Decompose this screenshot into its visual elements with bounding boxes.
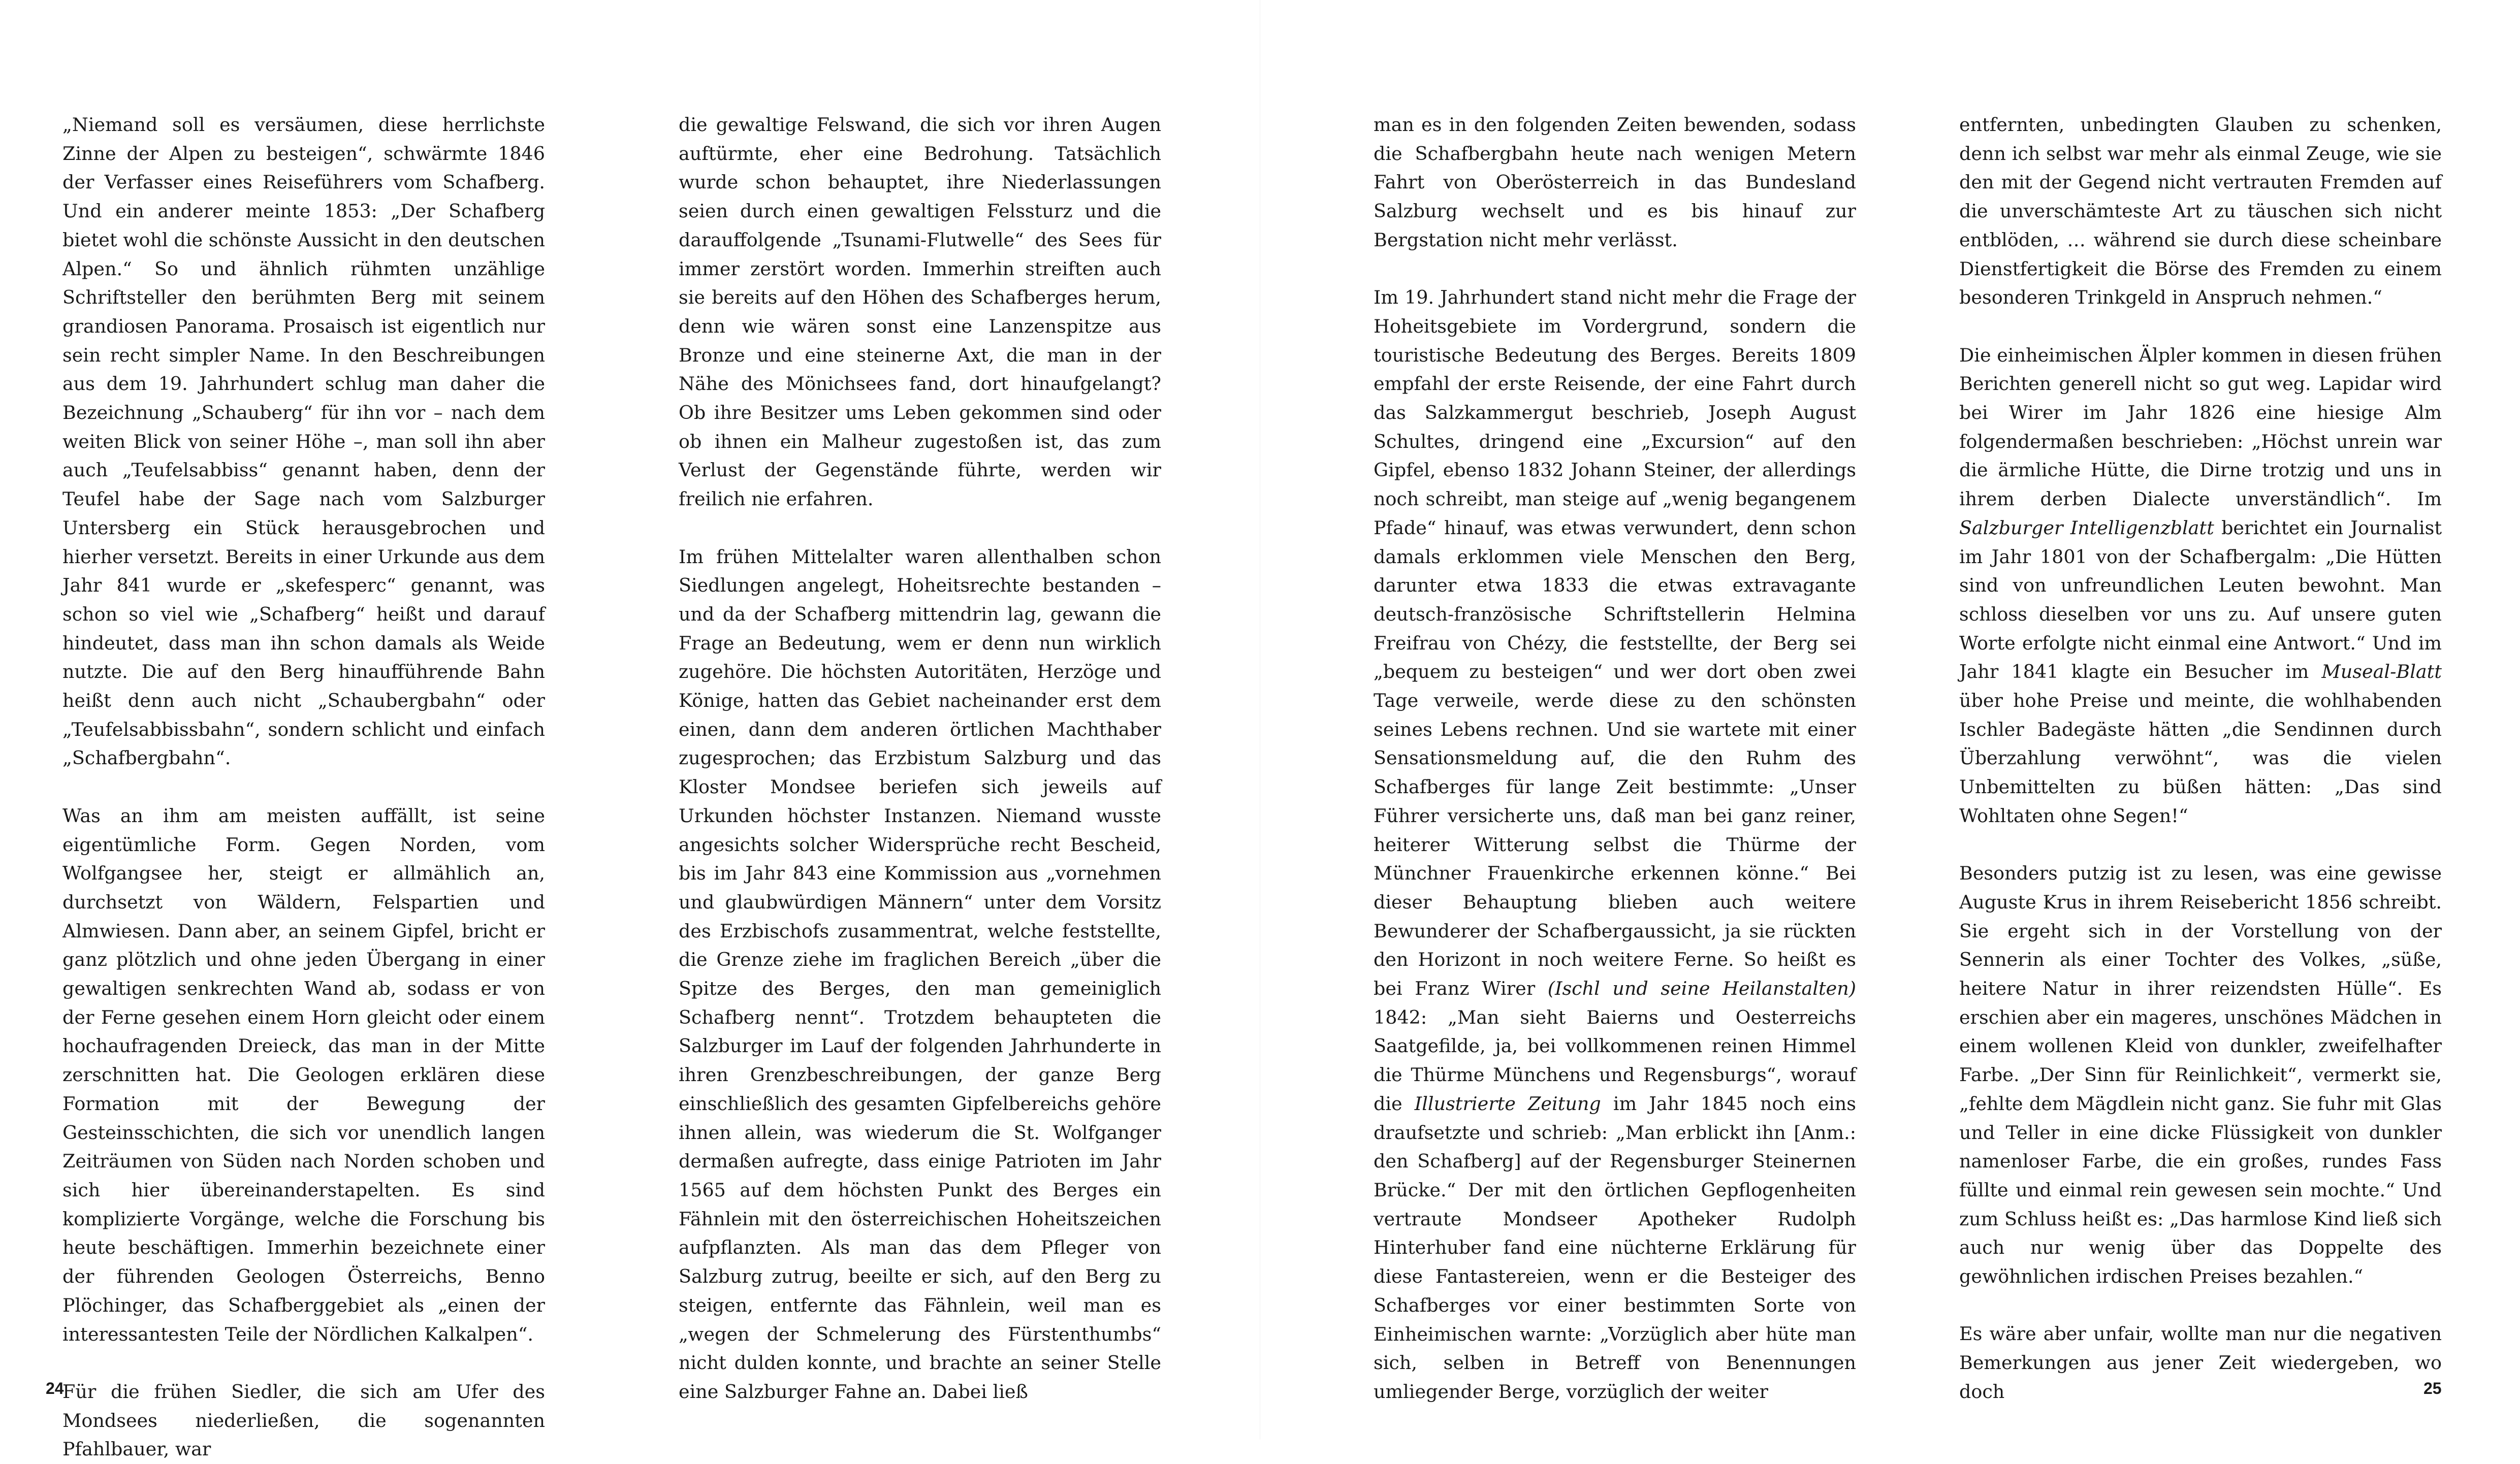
text-column-1	[62, 111, 545, 1464]
page-number-left: 24	[46, 1379, 64, 1397]
paragraph: Im frühen Mittelalter waren allenthalben schon Siedlungen angelegt, Hoheitsrechte bestanden – und da der Schafberg mittendrin lag, gewann die Frage an Bedeutung, wem er denn nun wirklich zugehöre. Die höchsten Autoritäten, Herzöge und Könige, hatten das Gebiet nacheinander erst dem einen, dann dem anderen örtlichen Machthaber zugesprochen; das Erzbistum Salzburg und das Kloster Mondsee beriefen sich jeweils auf Urkunden höchster Instanzen. Niemand wusste angesichts solcher Widersprüche recht Bescheid, bis im Jahr 843 eine Kommission aus „vornehmen und glaubwürdigen Männern“ unter dem Vorsitz des Erzbischofs zusammentrat, welche feststellte, die Grenze ziehe im fraglichen Bereich „über die Spitze des Berges, den man gemeiniglich Schafberg nennt“. Trotzdem behaupteten die Salzburger im Lauf der folgenden Jahrhunderte in ihren Grenzbeschreibungen, der ganze Berg einschließlich des gesamten Gipfelbereichs gehöre ihnen allein, was wiederum die St. Wolfganger dermaßen aufregte, dass einige Patrioten im Jahr 1565 auf dem höchsten Punkt des Berges ein Fähnlein mit den österreichischen Hoheitszeichen aufpflanzten. Als man das dem Pfleger von Salzburg zutrug, beeilte er sich, auf den Berg zu steigen, entfernte das Fähnlein, weil man es „wegen der Schmelerung des Fürstenthumbs“ nicht dulden konnte, und brachte an seiner Stelle eine Salzburger Fahne an. Dabei ließ	[679, 545, 1161, 1403]
paragraph: Es wäre aber unfair, wollte man nur die negativen Bemerkungen aus jener Zeit wiedergeben, wo doch	[1959, 1323, 2442, 1403]
text-column-4	[1959, 111, 2442, 1407]
paragraph: Was an ihm am meisten auffällt, ist seine eigentümliche Form. Gegen Norden, vom Wolfgangsee her, steigt er allmählich an, durchsetzt von Wäldern, Felspartien und Almwiesen. Dann aber, an seinem Gipfel, bricht er ganz plötzlich und ohne jeden Übergang in einer gewaltigen senkrechten Wand ab, sodass er von der Ferne gesehen einem Horn gleicht oder einem hochaufragenden Dreieck, das man in der Mitte zerschnitten hat. Die Geologen erklären diese Formation mit der Bewegung der Gesteinsschichten, die sich vor unendlich langen Zeiträumen von Süden nach Norden schoben und sich hier übereinanderstapelten. Es sind komplizierte Vorgänge, welche die Forschung bis heute beschäftigen. Immerhin bezeichnete einer der führenden Geologen Österreichs, Benno Plöchinger, das Schafberggebiet als „einen der interessantesten Teile der Nördlichen Kalkalpen“.	[62, 804, 545, 1345]
right-page	[1260, 0, 2520, 1440]
paragraph: entfernten, unbedingten Glauben zu schenken, denn ich selbst war mehr als einmal Zeuge, wie sie den mit der Gegend nicht vertrauten Fremden auf die unverschämteste Art zu täuschen sich nicht entblöden, … während sie durch diese scheinbare Dienstfertigkeit die Börse des Fremden zu einem besonderen Trinkgeld in Anspruch nehmen.“	[1959, 114, 2442, 309]
paragraph: Im 19. Jahrhundert stand nicht mehr die Frage der Hoheitsgebiete im Vordergrund, sondern die touristische Bedeutung des Berges. Bereits 1809 empfahl der erste Reisende, der eine Fahrt durch das Salzkammergut beschrieb, Joseph August Schultes, dringend eine „Excursion“ auf den Gipfel, ebenso 1832 Johann Steiner, der allerdings noch schreibt, man steige auf „wenig begangenem Pfade“ hinauf, was etwas verwundert, denn schon damals erklommen viele Menschen den Berg, darunter etwa 1833 die etwas extravagante deutsch-französische Schriftstellerin Helmina Freifrau von Chézy, die feststellte, der Berg sei „bequem zu besteigen“ und wer dort oben zwei Tage verweile, werde diese zu den schönsten seines Lebens rechnen. Und sie wartete mit einer Sensationsmeldung auf, die den Ruhm des Schafberges für lange Zeit bestimmte: „Unser Führer versicherte uns, daß man bei ganz reiner, heiterer Witterung selbst die Thürme der Münchner Frauenkirche erkennen könne.“ Bei dieser Behauptung blieben auch weitere Bewunderer der Schafbergaussicht, ja sie rückten den Horizont in noch weitere Ferne. So heißt es bei Franz Wirer (Ischl und seine Heilanstalten) 1842: „Man sieht Baierns und Oesterreichs Saatgefilde, ja, bei vollkommenen reinen Himmel die Thürme Münchens und Regensburgs“, worauf die Illustrierte Zeitung im Jahr 1845 noch eins draufsetzte und schrieb: „Man erblickt ihn [Anm.: den Schafberg] auf der Regensburger Steinernen Brücke.“ Der mit den örtlichen Gepflogenheiten vertraute Mondseer Apotheker Rudolph Hinterhuber fand eine nüchterne Erklärung für diese Fantastereien, wenn er die Besteiger des Schafberges vor einer bestimmten Sorte von Einheimischen warnte: „Vorzüglich aber hüte man sich, selben in Betreff von Benennungen umliegender Berge, vorzüglich der weiter	[1374, 286, 1856, 1403]
paragraph: „Niemand soll es versäumen, diese herrlichste Zinne der Alpen zu besteigen“, schwärmte 1846 der Verfasser eines Reiseführers vom Schafberg. Und ein anderer meinte 1853: „Der Schafberg bietet wohl die schönste Aussicht in den deutschen Alpen.“ So und ähnlich rühmten unzählige Schriftsteller den berühmten Berg mit seinem grandiosen Panorama. Prosaisch ist eigentlich nur sein recht simpler Name. In den Beschreibungen aus dem 19. Jahrhundert schlug man daher die Bezeichnung „Schauberg“ für ihn vor – nach dem weiten Blick von seiner Höhe –, man soll ihn aber auch „Teufelsabbiss“ genannt haben, denn der Teufel habe der Sage nach vom Salzburger Untersberg ein Stück herausgebrochen und hierher versetzt. Bereits in einer Urkunde aus dem Jahr 841 wurde er „skefesperc“ genannt, was schon so viel wie „Schafberg“ heißt und darauf hindeutet, dass man ihn schon damals als Weide nutzte. Die auf den Berg hinaufführende Bahn heißt denn auch nicht „Schaubergbahn“ oder „Teufelsabbissbahn“, sondern schlicht und einfach „Schafbergbahn“.	[62, 114, 545, 769]
paragraph: Die einheimischen Älpler kommen in diesen frühen Berichten generell nicht so gut weg. Lapidar wird bei Wirer im Jahr 1826 eine hiesige Alm folgendermaßen beschrieben: „Höchst unrein war die ärmliche Hütte, die Dirne trotzig und uns in ihrem derben Dialecte unverständlich“. Im Salzburger Intelligenzblatt berichtet ein Journalist im Jahr 1801 von der Schafbergalm: „Die Hütten sind von unfreundlichen Leuten bewohnt. Man schloss dieselben vor uns zu. Auf unsere guten Worte erfolgte nicht einmal eine Antwort.“ Und im Jahr 1841 klagte ein Besucher im Museal-Blatt über hohe Preise und meinte, die wohlhabenden Ischler Badegäste hätten „die Sendinnen durch Überzahlung verwöhnt“, was die vielen Unbemittelten zu büßen hätten: „Das sind Wohltaten ohne Segen!“	[1959, 344, 2442, 827]
text-column-3	[1374, 111, 1856, 1407]
paragraph: Besonders putzig ist zu lesen, was eine gewisse Auguste Krus in ihrem Reisebericht 1856 schreibt. Sie ergeht sich in der Vorstellung von der Sennerin als einer Tochter des Volkes, „süße, heitere Natur in ihrer reizendsten Hülle“. Es erschien aber ein mageres, unschönes Mädchen in einem wollenen Kleid von dunkler, zweifelhafter Farbe. „Der Sinn für Reinlichkeit“, vermerkt sie, „fehlte dem Mägdlein nicht ganz. Sie fuhr mit Glas und Teller in eine dicke Flüssigkeit von dunkler namenloser Farbe, die ein großes, rundes Fass füllte und einmal rein gewesen sein mochte.“ Und zum Schluss heißt es: „Das harmlose Kind ließ sich auch nur wenig über das Doppelte des gewöhnlichen irdischen Preises bezahlen.“	[1959, 862, 2442, 1288]
left-page	[0, 0, 1260, 1460]
paragraph: die gewaltige Felswand, die sich vor ihren Augen auftürmte, eher eine Bedrohung. Tatsächlich wurde schon behauptet, ihre Niederlassungen seien durch einen gewaltigen Felssturz und die darauffolgende „Tsunami-Flutwelle“ des Sees für immer zerstört worden. Immerhin streiften auch sie bereits auf den Höhen des Schafberges herum, denn wie wären sonst eine Lanzenspitze aus Bronze und eine steinerne Axt, die man in der Nähe des Mönichsees fand, dort hinaufgelangt? Ob ihre Besitzer ums Leben gekommen sind oder ob ihnen ein Malheur zugestoßen ist, das zum Verlust der Gegenstände führte, werden wir freilich nie erfahren.	[679, 114, 1161, 510]
page-number-right: 25	[2423, 1379, 2442, 1397]
text-column-2	[679, 111, 1161, 1407]
paragraph: Für die frühen Siedler, die sich am Ufer des Mondsees niederließen, die sogenannten Pfahlbauer, war	[62, 1380, 545, 1460]
paragraph: man es in den folgenden Zeiten bewenden, sodass die Schafbergbahn heute nach wenigen Metern Fahrt von Oberösterreich in das Bundesland Salzburg wechselt und es bis hinauf zur Bergstation nicht mehr verlässt.	[1374, 114, 1856, 251]
